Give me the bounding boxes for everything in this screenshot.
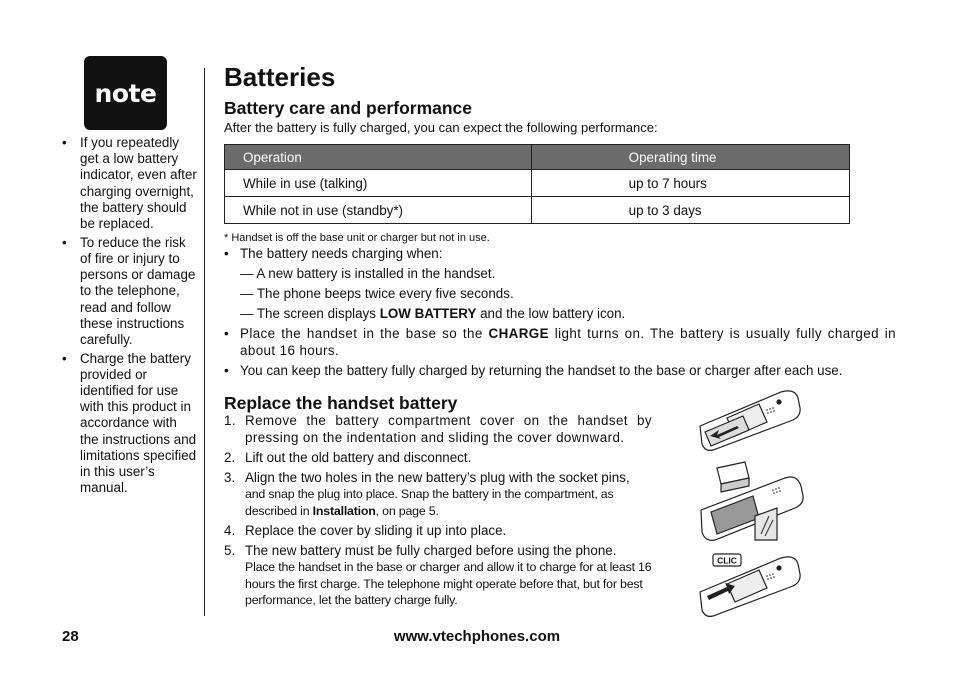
clic-label: CLIC bbox=[717, 555, 737, 566]
list-item-text: light turns on. The battery is usually fully charged in about 16 hours. bbox=[240, 326, 896, 358]
performance-table bbox=[224, 144, 850, 224]
table-cell: While in use (talking) bbox=[225, 170, 532, 197]
list-item-text: You can keep the battery fully charged by returning the handset to the base or charger after each use. bbox=[240, 362, 843, 378]
note-badge-label: note bbox=[94, 78, 157, 108]
handset-replace-cover-illustration bbox=[697, 552, 802, 618]
section-heading-replace-battery: Replace the handset battery bbox=[224, 393, 458, 413]
left-notes-list bbox=[62, 135, 197, 499]
page-number: 28 bbox=[62, 628, 79, 645]
step-number: 3. bbox=[224, 469, 236, 485]
low-battery-label: LOW BATTERY bbox=[379, 306, 477, 321]
table-cell: up to 3 days bbox=[531, 197, 849, 224]
step-item bbox=[224, 413, 652, 446]
dash-text: — The screen displays bbox=[240, 306, 380, 321]
dash-item: — The phone beeps twice every five seconds. bbox=[240, 286, 514, 301]
list-item bbox=[224, 326, 896, 359]
left-note-item: • Charge the battery provided or identified for use with this product in accordance with the instructions and limitations specified in this user’s manual. bbox=[62, 351, 197, 497]
section-intro: After the battery is fully charged, you can expect the following performance: bbox=[224, 120, 658, 135]
step-item bbox=[224, 470, 652, 520]
list-item bbox=[224, 246, 896, 263]
left-note-item: • To reduce the risk of fire or injury to persons or damage to the telephone, read and follow these instructions carefully. bbox=[62, 235, 197, 348]
handset-battery-plug-illustration bbox=[697, 460, 809, 542]
step-text: and snap the plug into place. Snap the battery in the compartment, as described in bbox=[245, 487, 614, 518]
installation-label: Installation bbox=[312, 503, 376, 518]
section-heading-battery-care: Battery care and performance bbox=[224, 98, 473, 118]
step-text: Remove the battery compartment cover on the handset by pressing on the indentation and sliding the cover downward. bbox=[245, 413, 652, 445]
step-text: , on page 5. bbox=[375, 503, 439, 518]
step-item bbox=[224, 543, 652, 609]
step-text: The new battery must be fully charged before using the phone. bbox=[245, 542, 617, 558]
list-item bbox=[224, 363, 896, 380]
list-item-text: The battery needs charging when: bbox=[240, 246, 443, 261]
dash-text: and the low battery icon. bbox=[476, 306, 626, 321]
footer-url: www.vtechphones.com bbox=[393, 628, 561, 645]
step-number: 1. bbox=[224, 413, 236, 428]
step-item bbox=[224, 523, 652, 540]
table-cell: up to 7 hours bbox=[531, 170, 849, 197]
left-note-item: • If you repeatedly get a low battery indicator, even after charging overnight, the battery should be replaced. bbox=[62, 135, 197, 232]
step-item bbox=[224, 450, 652, 467]
step-number: 2. bbox=[224, 449, 236, 465]
table-footnote: * Handset is off the base unit or charger but not in use. bbox=[224, 232, 490, 244]
step-number: 4. bbox=[224, 522, 236, 538]
dash-item: — A new battery is installed in the handset. bbox=[240, 266, 496, 281]
step-number: 5. bbox=[224, 542, 236, 558]
note-badge bbox=[84, 56, 167, 130]
table-header-cell: Operating time bbox=[531, 145, 849, 170]
list-item-text: Place the handset in the base so the bbox=[240, 326, 489, 341]
dash-item bbox=[224, 306, 896, 323]
step-text: Place the handset in the base or charger and allow it to charge for at least 16 hours the first charge. The telephone might operate before that, but for best performance, let the battery charge fully. bbox=[245, 560, 652, 607]
table-row bbox=[225, 197, 850, 224]
charging-info-list bbox=[224, 246, 896, 383]
step-text: Lift out the old battery and disconnect. bbox=[245, 449, 472, 465]
table-row bbox=[225, 170, 850, 197]
charge-label: CHARGE bbox=[488, 326, 549, 341]
table-cell: While not in use (standby*) bbox=[225, 197, 532, 224]
table-header-row bbox=[225, 145, 850, 170]
step-text: Align the two holes in the new battery’s plug with the socket pins, bbox=[245, 469, 630, 485]
page-title: Batteries bbox=[224, 62, 336, 92]
column-divider bbox=[204, 68, 205, 616]
handset-remove-cover-illustration bbox=[697, 388, 802, 452]
replacement-steps-list bbox=[224, 413, 652, 612]
table-header-cell: Operation bbox=[225, 145, 532, 170]
step-text: Replace the cover by sliding it up into place. bbox=[245, 522, 507, 538]
